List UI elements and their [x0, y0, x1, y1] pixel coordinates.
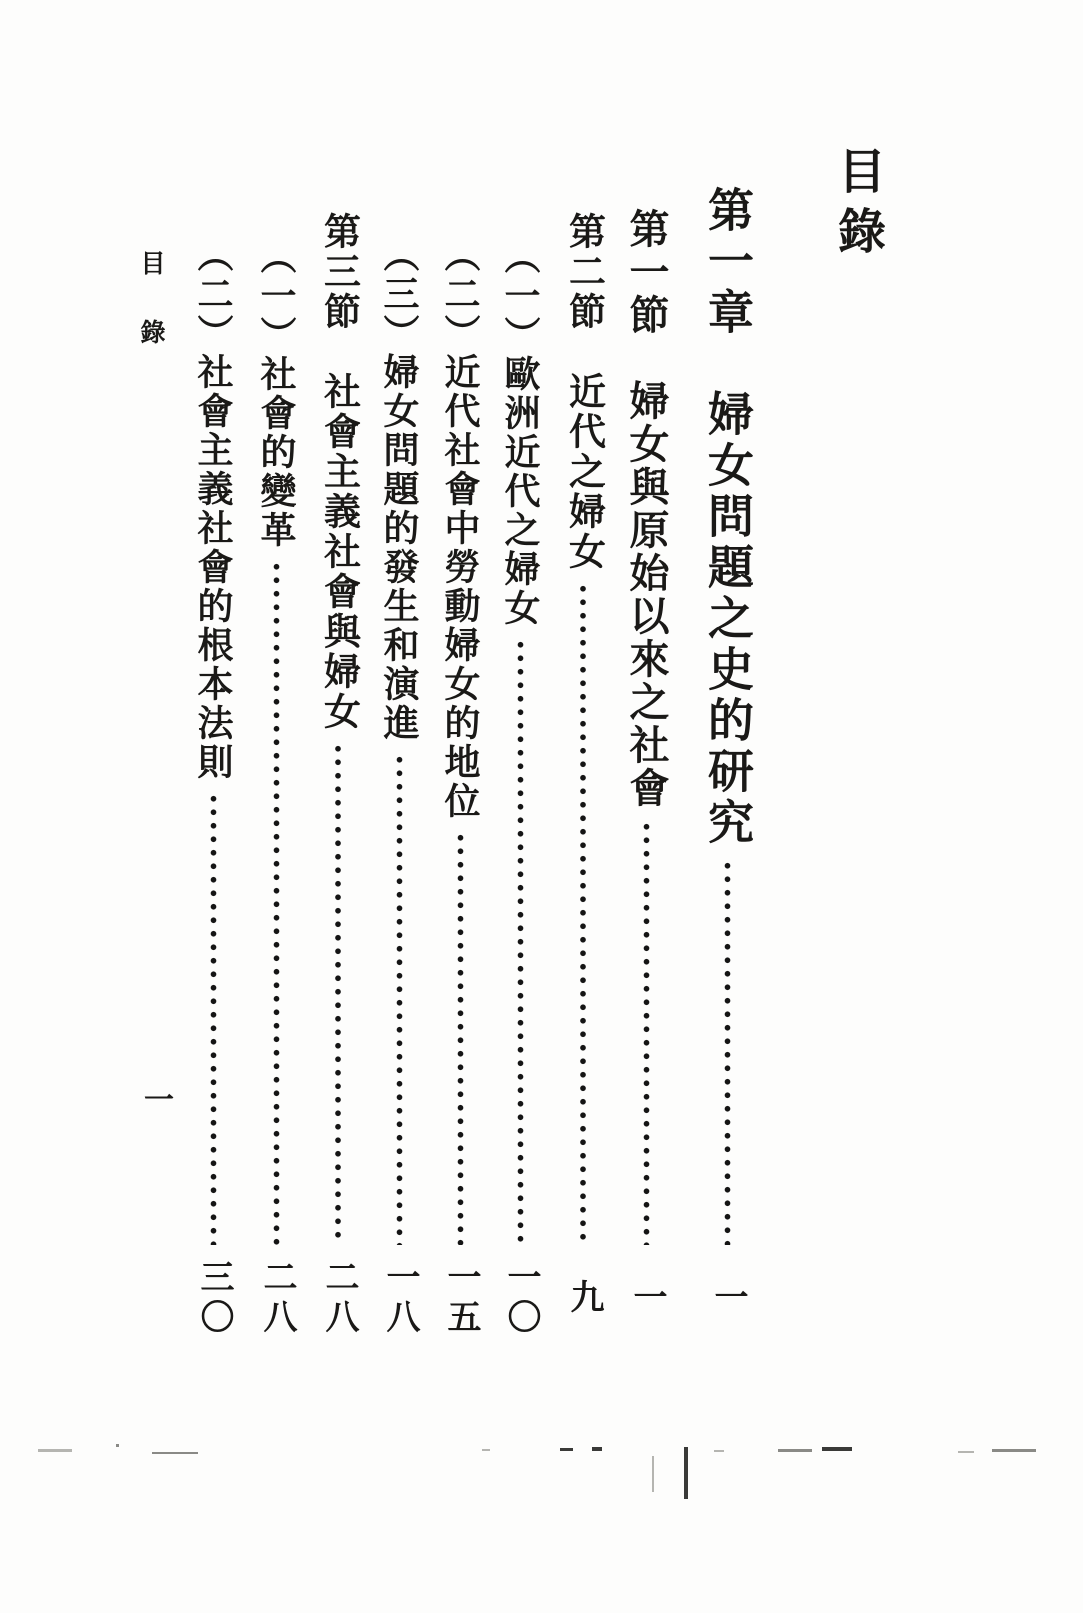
- scan-artifact: [592, 1447, 602, 1451]
- toc-entry-page: 二八: [258, 1259, 295, 1339]
- dot-leader: [642, 820, 651, 1245]
- toc-entry: [562, 212, 604, 1345]
- toc-entry-label: （二）近代社會中勞動婦女的地位: [440, 236, 480, 821]
- toc-entry-label: （二）社會主義社會的根本法則: [193, 236, 233, 782]
- toc-entry-label: （一）歐洲近代之婦女: [500, 238, 540, 628]
- toc-entry: [317, 212, 359, 1345]
- dot-leader: [209, 792, 218, 1245]
- toc-entry-page: 一五: [442, 1259, 479, 1339]
- dot-leader: [272, 560, 281, 1245]
- margin-running-header: 目錄: [137, 250, 164, 388]
- toc-entry-page: 一八: [381, 1259, 418, 1339]
- toc-entry-label: （三）婦女問題的發生和演進: [379, 236, 419, 743]
- scan-artifact: [652, 1456, 654, 1492]
- page-title: 目錄: [830, 146, 884, 266]
- scan-artifact: [778, 1449, 812, 1452]
- toc-entry: [442, 236, 478, 1345]
- dot-leader: [395, 753, 404, 1245]
- scan-artifact: [560, 1448, 573, 1451]
- toc-entry: [381, 236, 417, 1345]
- dot-leader: [723, 859, 732, 1245]
- scan-artifact: [684, 1447, 688, 1499]
- toc-entry-label: 第三節 社會主義社會與婦女: [317, 212, 359, 732]
- dot-leader: [334, 742, 343, 1245]
- toc-entry: [624, 208, 669, 1345]
- toc-entry-label: 第一節 婦女與原始以來之社會: [624, 208, 669, 810]
- toc-entry-page: 一: [628, 1279, 665, 1319]
- toc-entry-label: 第一章 婦女問題之史的研究: [702, 186, 753, 849]
- toc-entry: [195, 236, 231, 1345]
- toc-entry: [702, 186, 753, 1345]
- scan-artifact: [152, 1452, 198, 1454]
- toc-entry-page: 九: [565, 1279, 602, 1319]
- dot-leader: [516, 638, 525, 1245]
- dot-leader: [579, 582, 588, 1245]
- scan-artifact: [482, 1449, 490, 1451]
- scan-artifact: [822, 1447, 852, 1451]
- toc-entry-page: 一: [709, 1279, 746, 1319]
- margin-page-number: 一: [144, 1084, 174, 1117]
- scan-artifact: [116, 1444, 119, 1447]
- dot-leader: [456, 831, 465, 1245]
- toc-entry-label: 第二節 近代之婦女: [562, 212, 604, 572]
- toc-entry: [258, 238, 294, 1345]
- scan-artifact: [992, 1449, 1036, 1452]
- toc-entry-page: 一〇: [502, 1259, 539, 1339]
- scan-artifact: [714, 1450, 724, 1452]
- toc-entry-page: 三〇: [195, 1259, 232, 1339]
- toc-entry-page: 二八: [320, 1259, 357, 1339]
- scan-artifact: [38, 1449, 72, 1452]
- toc-entry: [502, 238, 538, 1345]
- toc-entry-label: （一）社會的變革: [256, 238, 296, 550]
- scan-artifact: [958, 1451, 974, 1453]
